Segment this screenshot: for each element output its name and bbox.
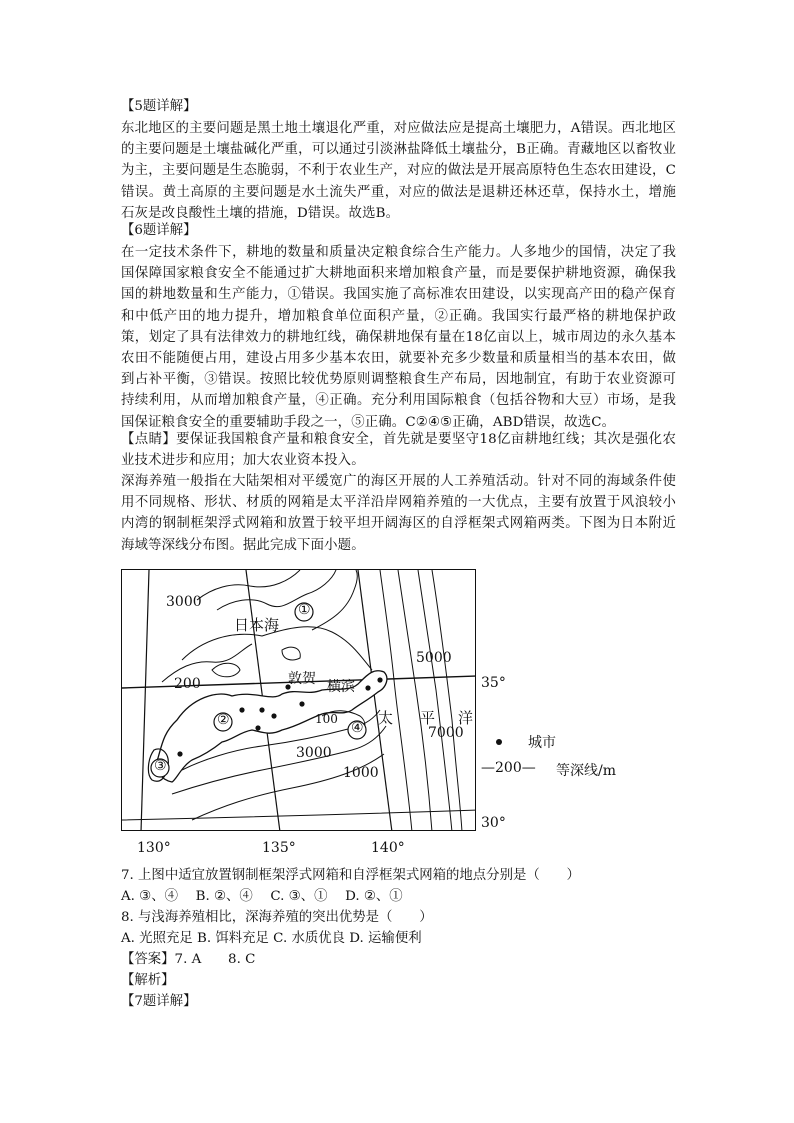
contour-blob-1 xyxy=(212,663,240,677)
legend-contour-label: 等深线/m xyxy=(556,763,616,779)
sea-of-japan-label: 日本海 xyxy=(234,616,280,634)
legend-contour-value: —200— xyxy=(481,760,536,776)
lon-label-140: 140° xyxy=(371,840,405,856)
pacific-label-1: 太 xyxy=(378,709,394,727)
depth-label-200: 200 xyxy=(174,676,201,692)
marker-4-label: ④ xyxy=(351,720,364,736)
contour-south-3 xyxy=(192,754,384,820)
contour-blob-2 xyxy=(282,647,300,660)
city-dot-yokohama xyxy=(365,685,370,690)
q5-explanation: 东北地区的主要问题是黑土地土壤退化严重，对应做法应是提高土壤肥力，A错误。西北地区的主要问题是土壤盐碱化严重，可以通过引淡淋盐降低土壤盐分，B正确。青藏地区以畜牧业为主，主要问题是生态脆弱，不利于农业生产，对应的做法是开展高原特色生态农田建设，C错误。黄土高原的主要问题是水土流失严重，对应的做法是退耕还林还草，保持水土，增施石灰是改良酸性土壤的措施，D错误。故选B。 xyxy=(121,121,676,221)
answer-line: 【答案】7. A 8. C xyxy=(121,952,256,967)
city-dot-7 xyxy=(255,725,260,730)
depth-label-1000: 1000 xyxy=(343,765,379,781)
pacific-label-2: 平 xyxy=(420,709,436,727)
trench-4 xyxy=(432,570,462,831)
tip-paragraph: 【点睛】要保证我国粮食产量和粮食安全，首先就是要坚守18亿亩耕地红线；其次是强化农业技术进步和应用；加大农业资本投入。 xyxy=(121,432,676,469)
intro-paragraph: 深海养殖一般指在大陆架相对平缓宽广的海区开展的人工养殖活动。针对不同的海域条件使用不同规格、形状、材质的网箱是太平洋沿岸网箱养殖的一大优点，主要有放置于风浪较小内湾的钢制框架浮式网箱和放置于较平坦开阔海区的自浮框架式网箱两类。下图为日本附近海域等深线分布图。据此完成下面小题。 xyxy=(121,474,676,553)
marker-3-label: ③ xyxy=(154,758,167,774)
trench-3 xyxy=(418,570,452,831)
marker-2-label: ② xyxy=(217,712,230,728)
city-dot-8 xyxy=(299,701,304,706)
city-dot-4 xyxy=(239,707,244,712)
q6-explanation: 在一定技术条件下，耕地的数量和质量决定粮食综合生产能力。人多地少的国情，决定了我国保障国家粮食安全不能通过扩大耕地面积来增加粮食产量，而是要保护耕地资源，确保我国的耕地数量和生产能力，①错误。我国实施了高标准农田建设，以实现高产田的稳产保育和中低产田的地力提升，增加粮食单位面积产量，②正确。我国实行最严格的耕地保护政策，划定了具有法律效力的耕地红线，确保耕地保有量在18亿亩以上，城市周边的永久基本农田不能随便占用，建设占用多少基本农田，就要补充多少数量和质量相当的基本农田，做到占补平衡，③错误。按照比较优势原则调整粮食生产布局，因地制宜，有助于农业资源可持续利用，从而增加粮食产量，④正确。充分利用国际粮食（包括谷物和大豆）市场，是我国保证粮食安全的重要辅助手段之一，⑤正确。C②④⑤正确，ABD错误，故选C。 xyxy=(121,245,676,430)
depth-label-7000: 7000 xyxy=(428,725,464,741)
depth-label-100: 100 xyxy=(315,712,338,726)
pacific-label-3: 洋 xyxy=(458,709,474,727)
depth-label-5000: 5000 xyxy=(416,650,452,666)
city-dot-5 xyxy=(259,707,264,712)
lon-label-135: 135° xyxy=(262,840,296,856)
legend-city-dot xyxy=(496,739,502,745)
depth-label-3000-south: 3000 xyxy=(296,745,332,761)
question-7: 7. 上图中适宜放置钢制框架浮式网箱和自浮框架式网箱的地点分别是（ ） xyxy=(121,868,580,883)
lon-label-130: 130° xyxy=(137,840,171,856)
analysis-heading: 【解析】 xyxy=(121,973,175,988)
city-dot-3 xyxy=(377,677,382,682)
city-label-yokohama: 横滨 xyxy=(327,679,355,695)
question-7-options: A. ③、④ B. ②、④ C. ③、① D. ②、① xyxy=(121,889,403,904)
depth-contour-map xyxy=(121,569,476,834)
question-8: 8. 与浅海养殖相比，深海养殖的突出优势是（ ） xyxy=(121,910,433,925)
trench-1 xyxy=(380,570,412,831)
question-8-options: A. 光照充足 B. 饵料充足 C. 水质优良 D. 运输便利 xyxy=(121,931,422,946)
lat-label-30: 30° xyxy=(481,815,506,831)
city-dot-9 xyxy=(177,751,182,756)
lat-label-35: 35° xyxy=(481,675,506,691)
lat-30-line xyxy=(122,810,476,820)
city-dot-6 xyxy=(271,713,276,718)
depth-label-3000-north: 3000 xyxy=(166,594,202,610)
trench-2 xyxy=(398,570,432,831)
city-label-tsuruga: 敦贺 xyxy=(288,671,316,687)
q7-heading: 【7题详解】 xyxy=(121,994,197,1009)
legend-city-label: 城市 xyxy=(528,735,556,751)
q6-heading: 【6题详解】 xyxy=(121,223,197,238)
map-frame xyxy=(121,569,476,831)
q5-heading: 【5题详解】 xyxy=(121,99,197,114)
contour-north-1 xyxy=(217,570,336,610)
marker-1-label: ① xyxy=(298,602,311,618)
lon-130-line xyxy=(141,570,149,831)
legend-contour-number: 200 xyxy=(495,760,522,776)
contour-north-3 xyxy=(312,570,357,630)
